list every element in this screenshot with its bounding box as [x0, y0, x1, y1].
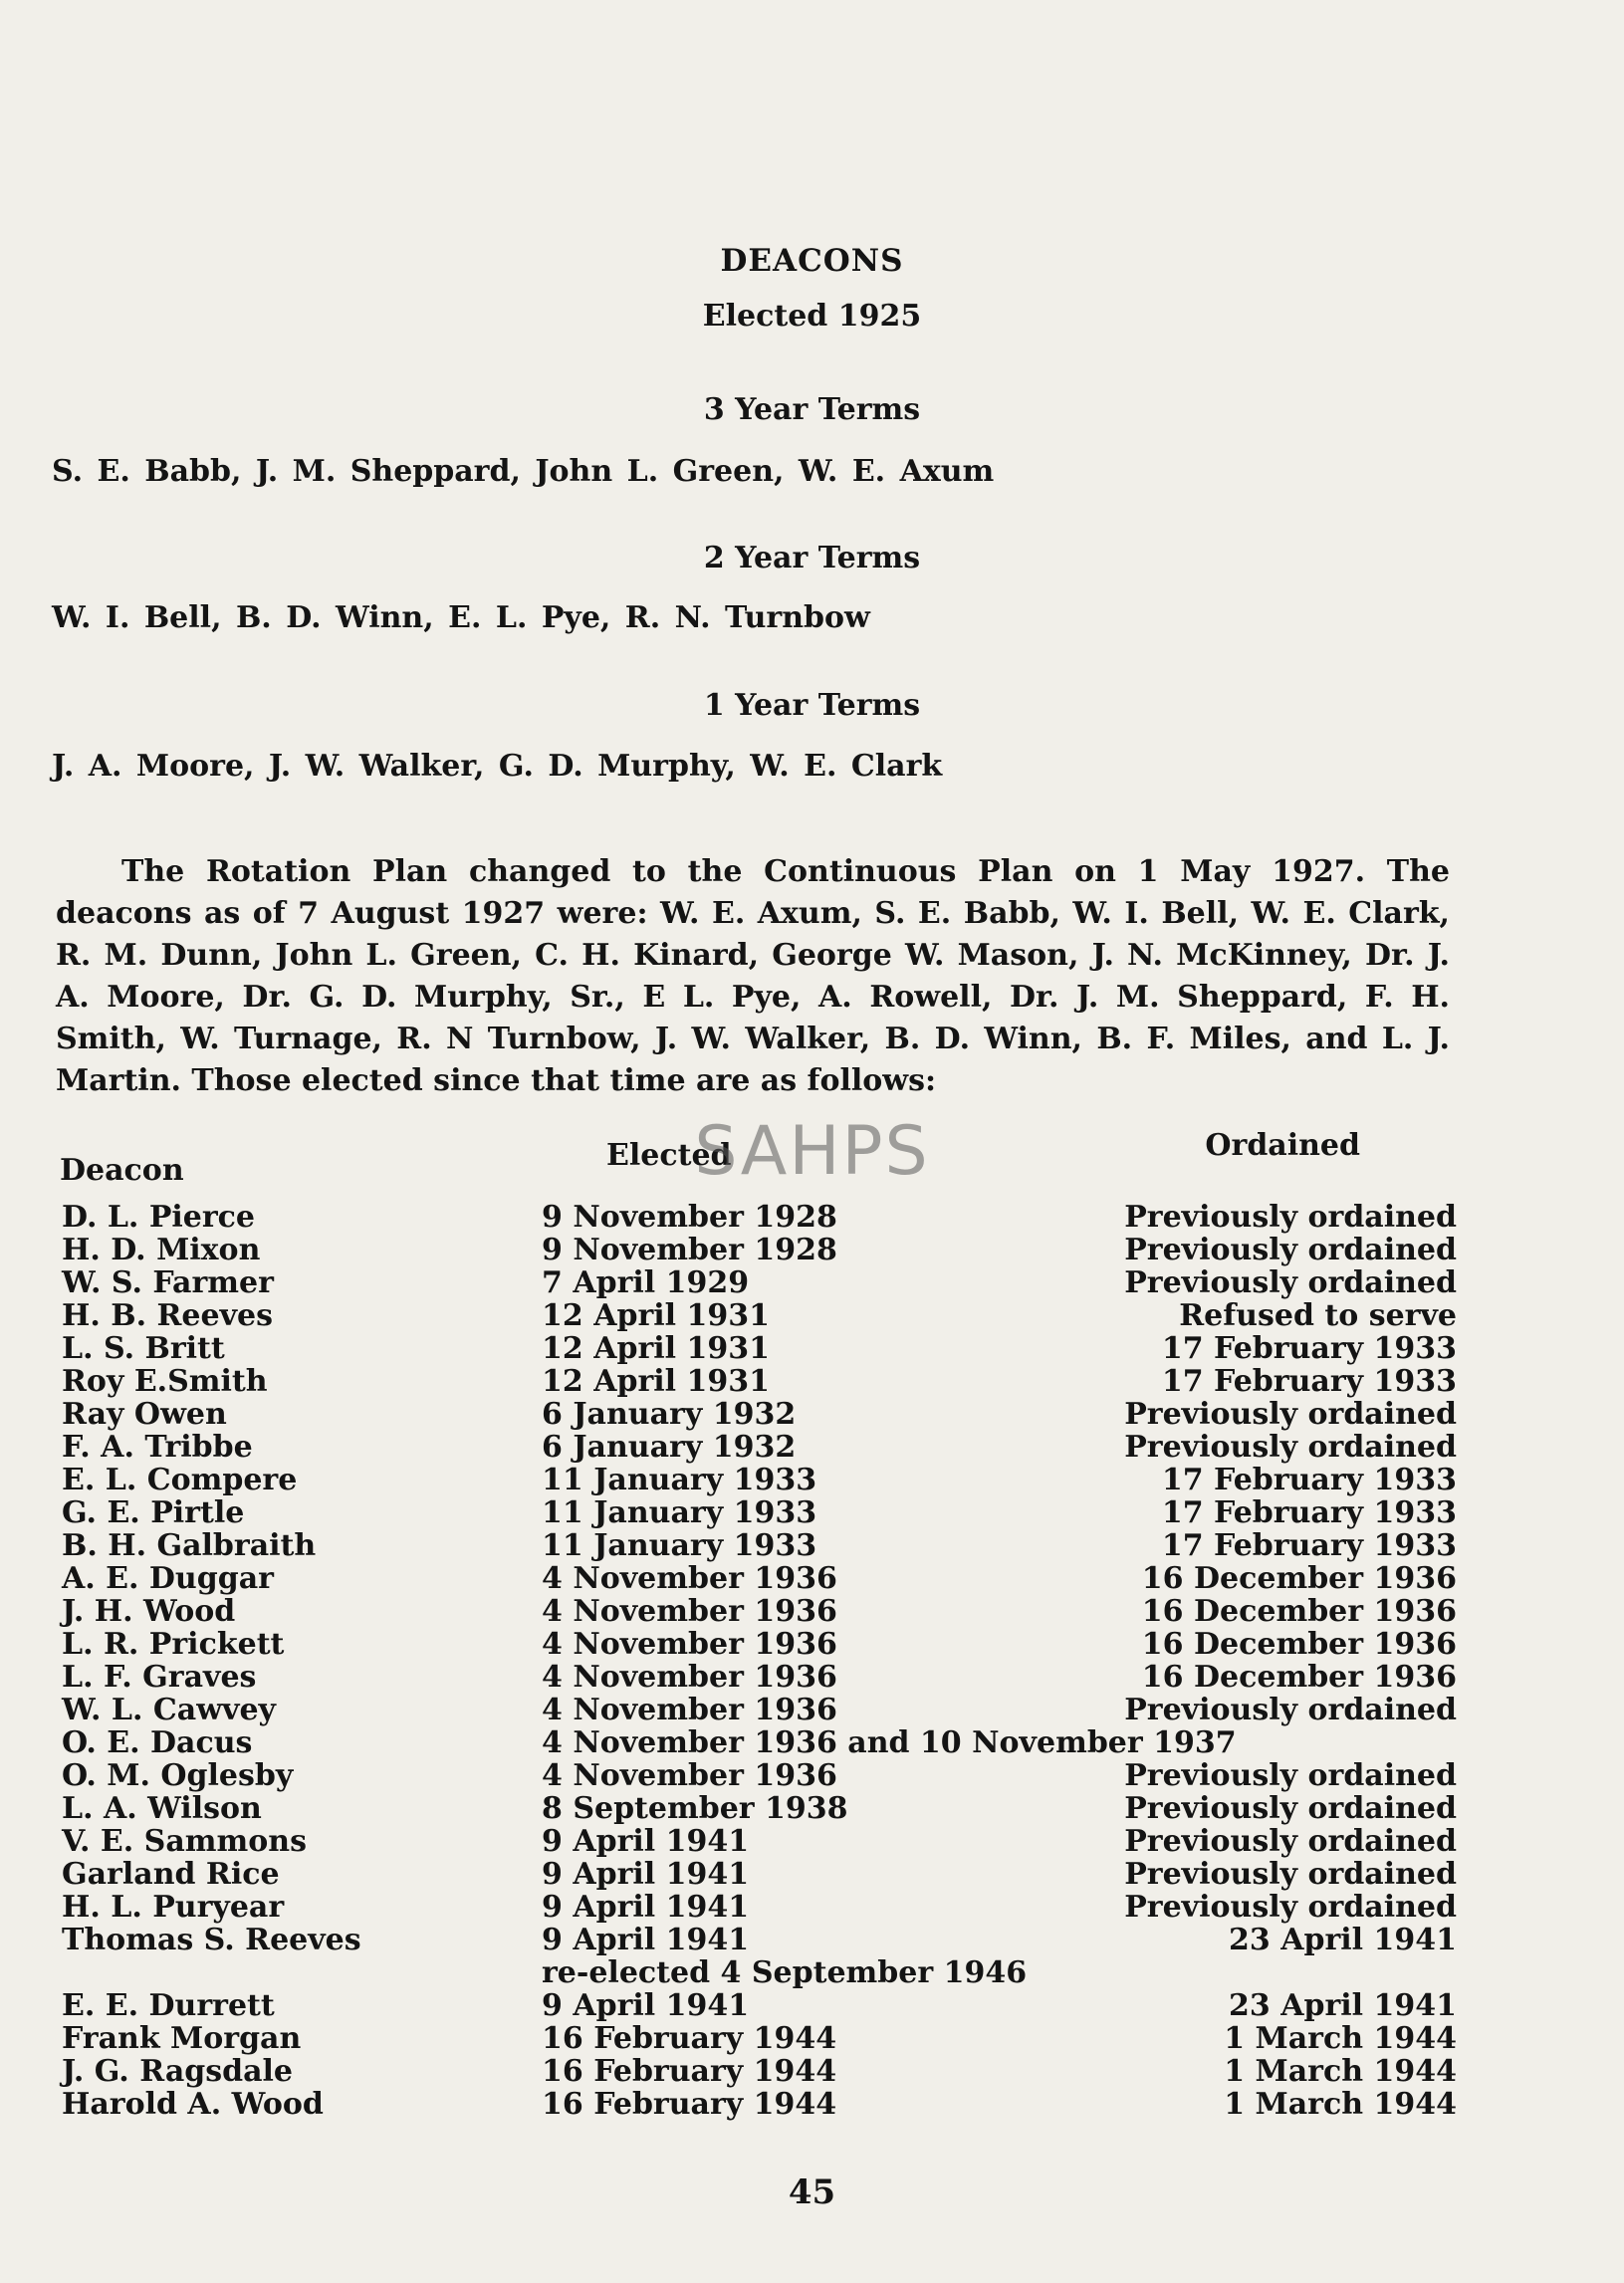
table-row — [0, 2021, 1624, 2054]
deacon-name: B. H. Galbraith — [62, 1528, 317, 1563]
table-row — [0, 1397, 1624, 1430]
deacon-name: Roy E.Smith — [62, 1364, 268, 1399]
table-row — [0, 1890, 1624, 1923]
deacon-table — [0, 1200, 1624, 2120]
ordained-status: Previously ordained — [1124, 1758, 1457, 1793]
ordained-status: 16 December 1936 — [1141, 1594, 1457, 1629]
ordained-status: 23 April 1941 — [1229, 1923, 1457, 1957]
ordained-status: 1 March 1944 — [1224, 2087, 1457, 2122]
table-row — [0, 1923, 1624, 1955]
ordained-status: Refused to serve — [1179, 1298, 1457, 1333]
deacon-name: E. E. Durrett — [62, 1988, 275, 2023]
deacon-name: H. L. Puryear — [62, 1890, 285, 1925]
ordained-status: 17 February 1933 — [1161, 1495, 1457, 1530]
elected-date: 16 February 1944 — [542, 2087, 837, 2122]
ordained-status: Previously ordained — [1124, 1265, 1457, 1300]
elected-date: 9 November 1928 — [542, 1233, 837, 1267]
ordained-status: 16 December 1936 — [1141, 1627, 1457, 1662]
table-row — [0, 1495, 1624, 1528]
deacon-name: H. D. Mixon — [62, 1233, 261, 1267]
deacon-name: O. E. Dacus — [62, 1725, 253, 1760]
deacon-name: J. G. Ragsdale — [62, 2054, 294, 2089]
deacon-name: Frank Morgan — [62, 2021, 302, 2056]
watermark: SAHPS — [694, 1112, 930, 1191]
table-row — [0, 1430, 1624, 1463]
elected-date: 11 January 1933 — [542, 1528, 817, 1563]
deacon-name: L. S. Britt — [62, 1331, 225, 1366]
elected-date: 4 November 1936 — [542, 1758, 837, 1793]
ordained-status: 16 December 1936 — [1141, 1660, 1457, 1695]
table-row — [0, 1824, 1624, 1857]
elected-date: 4 November 1936 and 10 November 1937 — [542, 1725, 1237, 1760]
column-header-ordained: Ordained — [1205, 1128, 1360, 1163]
elected-date: 12 April 1931 — [542, 1364, 770, 1399]
ordained-status: 17 February 1933 — [1161, 1331, 1457, 1366]
ordained-status: Previously ordained — [1124, 1397, 1457, 1432]
ordained-status: Previously ordained — [1124, 1200, 1457, 1235]
table-row — [0, 1364, 1624, 1397]
deacon-name: J. H. Wood — [62, 1594, 236, 1629]
table-row — [0, 1791, 1624, 1824]
deacon-name: V. E. Sammons — [62, 1824, 307, 1859]
table-row — [0, 1265, 1624, 1298]
deacon-name: G. E. Pirtle — [62, 1495, 245, 1530]
elected-date: 9 April 1941 — [542, 1988, 750, 2023]
term-heading-3-year: 3 Year Terms — [703, 392, 921, 427]
table-row — [0, 1758, 1624, 1791]
elected-date: 7 April 1929 — [542, 1265, 750, 1300]
elected-date: 4 November 1936 — [542, 1561, 837, 1596]
ordained-status: 17 February 1933 — [1161, 1528, 1457, 1563]
term-heading-1-year: 1 Year Terms — [703, 688, 921, 723]
table-row — [0, 1660, 1624, 1693]
deacon-name: Garland Rice — [62, 1857, 280, 1892]
deacon-name: W. S. Farmer — [62, 1265, 274, 1300]
paragraph-text: The Rotation Plan changed to the Continuous Plan on 1 May 1927. The deacons as of 7 August 1927 were: W. E. Axum, S. E. Babb, W. I. Bell, W. E. Clark, R. M. Dunn, John L. Green, C. H. Kinard, George W. Mason, J. N. McKinney, Dr. J. A. Moore, Dr. G. D. Murphy, Sr., E L. Pye, A. Rowell, Dr. J. M. Sheppard, F. H. Smith, W. Turnage, R. N Turnbow, J. W. Walker, B. D. Winn, B. F. Miles, and L. J. Martin. Those elected since that time are as follows: — [56, 854, 1450, 1098]
table-row — [0, 1627, 1624, 1660]
deacon-name: Ray Owen — [62, 1397, 227, 1432]
table-row — [0, 1988, 1624, 2021]
ordained-status: 1 March 1944 — [1224, 2021, 1457, 2056]
ordained-status: Previously ordained — [1124, 1890, 1457, 1925]
ordained-status: Previously ordained — [1124, 1857, 1457, 1892]
deacon-name: L. A. Wilson — [62, 1791, 262, 1826]
table-row — [0, 1331, 1624, 1364]
elected-date: 4 November 1936 — [542, 1660, 837, 1695]
table-row — [0, 1594, 1624, 1627]
table-row — [0, 1561, 1624, 1594]
elected-date: 16 February 1944 — [542, 2054, 837, 2089]
elected-date: 11 January 1933 — [542, 1463, 817, 1497]
elected-date: 9 April 1941 — [542, 1923, 750, 1957]
elected-date: 12 April 1931 — [542, 1331, 770, 1366]
column-header-elected: Elected — [606, 1138, 732, 1173]
term-names-2-year: W. I. Bell, B. D. Winn, E. L. Pye, R. N. Turnbow — [52, 600, 870, 635]
table-row — [0, 1200, 1624, 1233]
ordained-status: 17 February 1933 — [1161, 1364, 1457, 1399]
elected-date: 9 April 1941 — [542, 1824, 750, 1859]
table-row — [0, 1233, 1624, 1265]
table-row — [0, 1857, 1624, 1890]
elected-date: 9 November 1928 — [542, 1200, 837, 1235]
elected-date: 6 January 1932 — [542, 1397, 797, 1432]
elected-date: 4 November 1936 — [542, 1627, 837, 1662]
elected-date: 9 April 1941 — [542, 1857, 750, 1892]
page-number: 45 — [788, 2172, 836, 2212]
ordained-status: Previously ordained — [1124, 1233, 1457, 1267]
elected-date: 4 November 1936 — [542, 1594, 837, 1629]
term-heading-2-year: 2 Year Terms — [703, 541, 921, 575]
elected-date: 4 November 1936 — [542, 1693, 837, 1727]
deacon-name: Thomas S. Reeves — [62, 1923, 361, 1957]
deacon-name: O. M. Oglesby — [62, 1758, 294, 1793]
elected-date: 8 September 1938 — [542, 1791, 848, 1826]
table-row — [0, 1725, 1624, 1758]
ordained-status: Previously ordained — [1124, 1693, 1457, 1727]
elected-date: 11 January 1933 — [542, 1495, 817, 1530]
elected-date: re-elected 4 September 1946 — [542, 1955, 1028, 1990]
page-subtitle: Elected 1925 — [702, 299, 922, 334]
deacon-name: H. B. Reeves — [62, 1298, 273, 1333]
table-row — [0, 1528, 1624, 1561]
elected-date: 9 April 1941 — [542, 1890, 750, 1925]
ordained-status: 17 February 1933 — [1161, 1463, 1457, 1497]
deacon-name: Harold A. Wood — [62, 2087, 324, 2122]
rotation-plan-paragraph — [56, 851, 1450, 1102]
term-names-1-year: J. A. Moore, J. W. Walker, G. D. Murphy, W. E. Clark — [52, 749, 943, 784]
elected-date: 16 February 1944 — [542, 2021, 837, 2056]
elected-date: 6 January 1932 — [542, 1430, 797, 1465]
deacon-name: F. A. Tribbe — [62, 1430, 253, 1465]
ordained-status: Previously ordained — [1124, 1430, 1457, 1465]
deacon-name: D. L. Pierce — [62, 1200, 256, 1235]
deacon-name: W. L. Cawvey — [62, 1693, 276, 1727]
table-row — [0, 1298, 1624, 1331]
table-row — [0, 2087, 1624, 2120]
ordained-status: 16 December 1936 — [1141, 1561, 1457, 1596]
column-header-deacon: Deacon — [60, 1153, 184, 1188]
deacon-name: E. L. Compere — [62, 1463, 298, 1497]
ordained-status: Previously ordained — [1124, 1824, 1457, 1859]
table-row — [0, 2054, 1624, 2087]
elected-date: 12 April 1931 — [542, 1298, 770, 1333]
table-row — [0, 1693, 1624, 1725]
ordained-status: 1 March 1944 — [1224, 2054, 1457, 2089]
term-names-3-year: S. E. Babb, J. M. Sheppard, John L. Green, W. E. Axum — [52, 454, 995, 489]
ordained-status: 23 April 1941 — [1229, 1988, 1457, 2023]
deacon-name: A. E. Duggar — [62, 1561, 274, 1596]
page-title: DEACONS — [720, 243, 904, 279]
ordained-status: Previously ordained — [1124, 1791, 1457, 1826]
table-row — [0, 1955, 1624, 1988]
deacon-name: L. R. Prickett — [62, 1627, 285, 1662]
deacon-name: L. F. Graves — [62, 1660, 257, 1695]
table-row — [0, 1463, 1624, 1495]
